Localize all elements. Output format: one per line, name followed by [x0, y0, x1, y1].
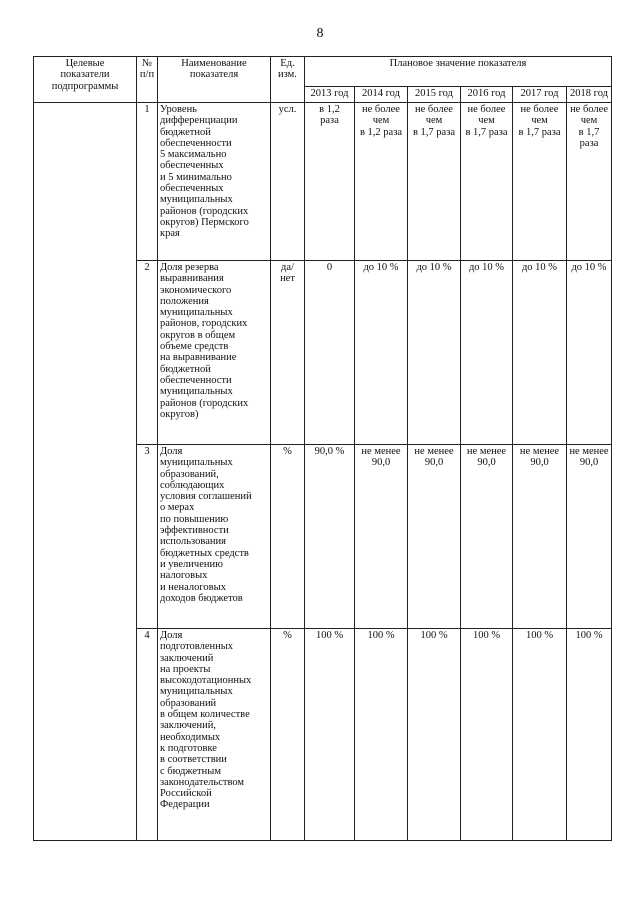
value-cell: 100 % — [567, 629, 612, 841]
unit-cell: % — [271, 629, 305, 841]
unit-cell: да/ нет — [271, 261, 305, 445]
header-number: № п/п — [137, 57, 158, 103]
row-number: 3 — [137, 445, 158, 629]
row-number: 1 — [137, 103, 158, 261]
table-row — [34, 103, 612, 261]
value-cell: не менее 90,0 — [513, 445, 567, 629]
header-plan-value: Плановое значение показателя — [305, 57, 612, 87]
year-header: 2013 год — [305, 87, 355, 103]
year-header: 2016 год — [461, 87, 513, 103]
value-cell: не менее 90,0 — [355, 445, 408, 629]
value-cell: не более чем в 1,2 раза — [355, 103, 408, 261]
value-cell: не более чем в 1,7 раза — [461, 103, 513, 261]
value-cell: не менее 90,0 — [408, 445, 461, 629]
unit-cell: усл. — [271, 103, 305, 261]
value-cell: до 10 % — [567, 261, 612, 445]
year-header: 2014 год — [355, 87, 408, 103]
value-cell: до 10 % — [461, 261, 513, 445]
header-row-top — [34, 57, 612, 87]
value-cell: 90,0 % — [305, 445, 355, 629]
header-targets: Целевые показатели подпрограммы — [34, 57, 137, 103]
year-header: 2018 год — [567, 87, 612, 103]
value-cell: в 1,2 раза — [305, 103, 355, 261]
value-cell: не более чем в 1,7 раза — [513, 103, 567, 261]
value-cell: не более чем в 1,7 раза — [567, 103, 612, 261]
value-cell: 100 % — [355, 629, 408, 841]
value-cell: 100 % — [461, 629, 513, 841]
row-number: 2 — [137, 261, 158, 445]
indicator-name: Доля подготовленных заключений на проекты высокодотационных муниципальных образований в общем количестве заключений, необходимых к подготовке в соответствии с бюджетным законодательством Российской Федерации — [158, 629, 271, 841]
page-number: 8 — [316, 26, 324, 41]
indicator-name: Доля резерва выравнивания экономического положения муниципальных районов, городских округов в общем объеме средств на выравнивание бюджетной обеспеченности муниципальных районов (городских округов) — [158, 261, 271, 445]
unit-cell: % — [271, 445, 305, 629]
value-cell: не более чем в 1,7 раза — [408, 103, 461, 261]
year-header: 2015 год — [408, 87, 461, 103]
indicators-table — [33, 56, 612, 841]
indicator-name: Уровень дифференциации бюджетной обеспеченности 5 максимально обеспеченных и 5 минимально обеспеченных муниципальных районов (городских округов) Пермского края — [158, 103, 271, 261]
value-cell: 100 % — [408, 629, 461, 841]
value-cell: 0 — [305, 261, 355, 445]
value-cell: до 10 % — [355, 261, 408, 445]
indicator-name: Доля муниципальных образований, соблюдающих условия соглашений о мерах по повышению эффективности использования бюджетных средств и увеличению налоговых и неналоговых доходов бюджетов — [158, 445, 271, 629]
value-cell: не менее 90,0 — [461, 445, 513, 629]
value-cell: 100 % — [305, 629, 355, 841]
targets-cell — [34, 103, 137, 841]
value-cell: не менее 90,0 — [567, 445, 612, 629]
value-cell: 100 % — [513, 629, 567, 841]
year-header: 2017 год — [513, 87, 567, 103]
header-indicator-name: Наименование показателя — [158, 57, 271, 103]
row-number: 4 — [137, 629, 158, 841]
value-cell: до 10 % — [408, 261, 461, 445]
header-unit: Ед. изм. — [271, 57, 305, 103]
value-cell: до 10 % — [513, 261, 567, 445]
